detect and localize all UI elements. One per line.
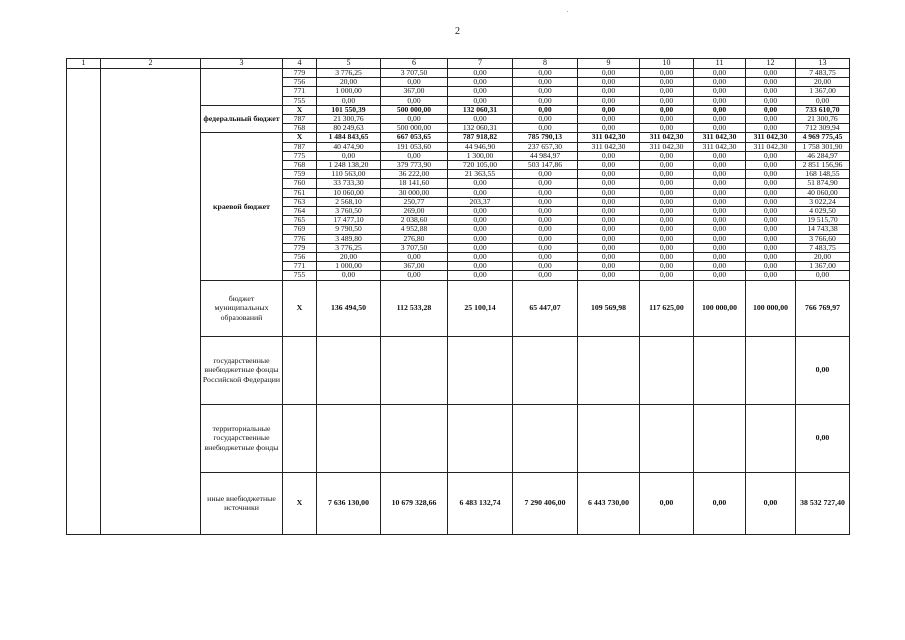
value-cell: 0,00	[694, 234, 746, 243]
value-cell: 0,00	[640, 151, 694, 160]
value-cell: 0,00	[796, 271, 850, 280]
value-cell: 0,00	[513, 234, 578, 243]
code-cell: 756	[283, 78, 317, 87]
header-cell: 8	[513, 59, 578, 69]
value-cell: 7 290 406,00	[513, 472, 578, 534]
value-cell: 787 918,82	[448, 133, 513, 142]
value-cell: 0,00	[513, 179, 578, 188]
value-cell: 0,00	[578, 271, 640, 280]
value-cell: 0,00	[448, 216, 513, 225]
value-cell: 0,00	[513, 78, 578, 87]
value-cell: 19 515,70	[796, 216, 850, 225]
value-cell: 10 679 328,66	[381, 472, 448, 534]
value-cell: 9 790,50	[317, 225, 381, 234]
header-cell: 6	[381, 59, 448, 69]
value-cell: 20,00	[317, 78, 381, 87]
value-cell: 0,00	[640, 161, 694, 170]
value-cell: 0,00	[448, 262, 513, 271]
value-cell: 0,00	[381, 78, 448, 87]
budget-source-label: территориальные государственные внебюджетные фонды	[201, 404, 283, 472]
value-cell	[381, 336, 448, 404]
code-cell: 763	[283, 197, 317, 206]
value-cell: 0,00	[640, 216, 694, 225]
value-cell: 0,00	[640, 253, 694, 262]
value-cell: 0,00	[448, 271, 513, 280]
value-cell: 0,00	[694, 179, 746, 188]
value-cell: 311 042,30	[640, 133, 694, 142]
value-cell: 0,00	[381, 253, 448, 262]
value-cell: 0,00	[513, 124, 578, 133]
value-cell: 0,00	[448, 253, 513, 262]
value-cell: 0,00	[746, 197, 796, 206]
value-cell: 3 776,25	[317, 243, 381, 252]
value-cell: 0,00	[317, 151, 381, 160]
value-cell: 0,00	[578, 151, 640, 160]
value-cell: 379 773,90	[381, 161, 448, 170]
value-cell	[513, 336, 578, 404]
value-cell: 0,00	[578, 207, 640, 216]
header-cell: 12	[746, 59, 796, 69]
value-cell: 3 766,60	[796, 234, 850, 243]
code-cell	[283, 336, 317, 404]
value-cell: 0,00	[640, 78, 694, 87]
value-cell: 132 060,31	[448, 124, 513, 133]
value-cell: 18 141,60	[381, 179, 448, 188]
header-cell: 7	[448, 59, 513, 69]
col1-cell	[67, 69, 101, 535]
value-cell: 667 053,65	[381, 133, 448, 142]
value-cell: 17 477,10	[317, 216, 381, 225]
code-cell: 755	[283, 271, 317, 280]
value-cell: 0,00	[694, 170, 746, 179]
value-cell: 0,00	[746, 69, 796, 78]
value-cell: 0,00	[640, 105, 694, 114]
value-cell: 1 300,00	[448, 151, 513, 160]
code-cell: 760	[283, 179, 317, 188]
value-cell	[381, 404, 448, 472]
value-cell: 33 733,30	[317, 179, 381, 188]
value-cell: 0,00	[448, 225, 513, 234]
value-cell: 0,00	[381, 271, 448, 280]
code-cell: 787	[283, 115, 317, 124]
value-cell: 4 969 775,45	[796, 133, 850, 142]
code-cell: 768	[283, 161, 317, 170]
value-cell: 0,00	[513, 253, 578, 262]
page-number: 2	[455, 26, 460, 37]
value-cell: 0,00	[796, 404, 850, 472]
value-cell: 44 946,90	[448, 142, 513, 151]
value-cell: 250,77	[381, 197, 448, 206]
value-cell: 20,00	[317, 253, 381, 262]
value-cell: 38 532 727,40	[796, 472, 850, 534]
value-cell: 6 483 132,74	[448, 472, 513, 534]
value-cell: 10 060,00	[317, 188, 381, 197]
value-cell: 0,00	[694, 188, 746, 197]
value-cell: 0,00	[694, 472, 746, 534]
value-cell: 0,00	[448, 87, 513, 96]
value-cell: 0,00	[640, 234, 694, 243]
value-cell: 367,00	[381, 262, 448, 271]
value-cell: 237 657,30	[513, 142, 578, 151]
value-cell: 0,00	[694, 78, 746, 87]
value-cell	[448, 336, 513, 404]
value-cell: 0,00	[578, 124, 640, 133]
value-cell: 0,00	[448, 179, 513, 188]
value-cell: 0,00	[448, 234, 513, 243]
value-cell: 0,00	[694, 115, 746, 124]
budget-source-label: федеральный бюджет	[201, 105, 283, 133]
value-cell: 3 760,50	[317, 207, 381, 216]
value-cell: 0,00	[513, 69, 578, 78]
header-cell: 10	[640, 59, 694, 69]
value-cell: 0,00	[796, 96, 850, 105]
value-cell: 0,00	[640, 96, 694, 105]
value-cell: 0,00	[640, 271, 694, 280]
value-cell: 276,80	[381, 234, 448, 243]
value-cell: 0,00	[694, 216, 746, 225]
value-cell: 0,00	[694, 87, 746, 96]
budget-source-label: государственные внебюджетные фонды Российской Федерации	[201, 336, 283, 404]
value-cell: 1 367,00	[796, 87, 850, 96]
value-cell: 269,00	[381, 207, 448, 216]
value-cell: 0,00	[746, 179, 796, 188]
code-cell: 787	[283, 142, 317, 151]
value-cell: 80 249,63	[317, 124, 381, 133]
value-cell: 1 000,00	[317, 87, 381, 96]
value-cell: 51 874,90	[796, 179, 850, 188]
value-cell	[694, 336, 746, 404]
header-cell: 4	[283, 59, 317, 69]
value-cell: 0,00	[746, 243, 796, 252]
value-cell: 0,00	[694, 197, 746, 206]
value-cell	[694, 404, 746, 472]
value-cell: 0,00	[640, 188, 694, 197]
value-cell: 0,00	[381, 151, 448, 160]
value-cell: 0,00	[578, 87, 640, 96]
budget-source-label: иные внебюджетные источники	[201, 472, 283, 534]
value-cell: 112 533,28	[381, 280, 448, 336]
header-cell: 5	[317, 59, 381, 69]
value-cell: 4 029,50	[796, 207, 850, 216]
value-cell: 100 000,00	[694, 280, 746, 336]
value-cell: 311 042,30	[578, 133, 640, 142]
dot-mark: .	[567, 8, 569, 14]
value-cell: 0,00	[578, 179, 640, 188]
value-cell: 733 610,70	[796, 105, 850, 114]
value-cell: 0,00	[578, 216, 640, 225]
value-cell: 0,00	[640, 115, 694, 124]
value-cell: 14 743,38	[796, 225, 850, 234]
value-cell: 0,00	[746, 234, 796, 243]
value-cell: 0,00	[746, 87, 796, 96]
value-cell: 311 042,30	[746, 142, 796, 151]
value-cell	[578, 404, 640, 472]
value-cell	[317, 404, 381, 472]
value-cell: 0,00	[694, 105, 746, 114]
value-cell: 0,00	[746, 124, 796, 133]
value-cell: 0,00	[578, 69, 640, 78]
value-cell: 0,00	[578, 161, 640, 170]
value-cell: 21 300,76	[317, 115, 381, 124]
value-cell: 0,00	[694, 207, 746, 216]
code-cell: 776	[283, 234, 317, 243]
value-cell: 0,00	[746, 188, 796, 197]
value-cell: 25 100,14	[448, 280, 513, 336]
value-cell: 168 148,55	[796, 170, 850, 179]
header-cell: 9	[578, 59, 640, 69]
header-cell: 1	[67, 59, 101, 69]
value-cell: 2 038,60	[381, 216, 448, 225]
value-cell	[640, 404, 694, 472]
code-cell: 755	[283, 96, 317, 105]
value-cell: 0,00	[694, 96, 746, 105]
value-cell: 0,00	[640, 69, 694, 78]
header-cell: 13	[796, 59, 850, 69]
value-cell: 0,00	[513, 115, 578, 124]
code-cell: 761	[283, 188, 317, 197]
value-cell	[578, 336, 640, 404]
value-cell: 0,00	[746, 170, 796, 179]
value-cell: 0,00	[746, 271, 796, 280]
value-cell: 0,00	[381, 96, 448, 105]
value-cell: 0,00	[746, 472, 796, 534]
value-cell: 0,00	[746, 105, 796, 114]
value-cell: 65 447,07	[513, 280, 578, 336]
value-cell: 0,00	[746, 115, 796, 124]
value-cell: 136 494,50	[317, 280, 381, 336]
value-cell: 311 042,30	[578, 142, 640, 151]
value-cell	[640, 336, 694, 404]
value-cell: 0,00	[746, 78, 796, 87]
value-cell: 0,00	[381, 115, 448, 124]
value-cell: 46 284,97	[796, 151, 850, 160]
value-cell: 0,00	[448, 207, 513, 216]
value-cell: 109 569,98	[578, 280, 640, 336]
value-cell: 3 707,50	[381, 243, 448, 252]
value-cell: 100 000,00	[746, 280, 796, 336]
value-cell: 0,00	[746, 253, 796, 262]
value-cell: 0,00	[578, 262, 640, 271]
value-cell: 0,00	[640, 225, 694, 234]
value-cell: 7 636 130,00	[317, 472, 381, 534]
value-cell: 766 769,97	[796, 280, 850, 336]
value-cell: 500 000,00	[381, 105, 448, 114]
value-cell: 1 367,00	[796, 262, 850, 271]
value-cell: 0,00	[513, 170, 578, 179]
value-cell: 0,00	[578, 253, 640, 262]
value-cell: 0,00	[796, 336, 850, 404]
value-cell: 6 443 730,00	[578, 472, 640, 534]
value-cell	[746, 336, 796, 404]
code-cell: X	[283, 133, 317, 142]
header-cell: 2	[101, 59, 201, 69]
value-cell: 0,00	[513, 225, 578, 234]
budget-source-label: бюджет муниципальных образований	[201, 280, 283, 336]
code-cell	[283, 404, 317, 472]
value-cell: 0,00	[694, 69, 746, 78]
value-cell	[448, 404, 513, 472]
value-cell: 1 758 301,90	[796, 142, 850, 151]
value-cell: 3 707,50	[381, 69, 448, 78]
code-cell: 769	[283, 225, 317, 234]
value-cell: 1 484 843,65	[317, 133, 381, 142]
value-cell: 3 022,24	[796, 197, 850, 206]
value-cell: 0,00	[513, 271, 578, 280]
value-cell	[746, 404, 796, 472]
value-cell: 2 568,10	[317, 197, 381, 206]
value-cell: 0,00	[448, 78, 513, 87]
value-cell: 0,00	[694, 151, 746, 160]
header-cell: 11	[694, 59, 746, 69]
value-cell: 367,00	[381, 87, 448, 96]
value-cell: 0,00	[513, 243, 578, 252]
value-cell: 0,00	[694, 271, 746, 280]
value-cell: 0,00	[694, 161, 746, 170]
value-cell: 0,00	[513, 96, 578, 105]
budget-source-label: краевой бюджет	[201, 133, 283, 280]
value-cell: 20,00	[796, 78, 850, 87]
code-cell: 779	[283, 69, 317, 78]
value-cell: 21 363,55	[448, 170, 513, 179]
value-cell: 2 851 156,96	[796, 161, 850, 170]
value-cell: 0,00	[694, 243, 746, 252]
value-cell: 0,00	[578, 170, 640, 179]
value-cell: 311 042,30	[694, 133, 746, 142]
value-cell: 0,00	[746, 161, 796, 170]
value-cell: 0,00	[317, 96, 381, 105]
code-cell: 771	[283, 262, 317, 271]
value-cell: 0,00	[640, 124, 694, 133]
value-cell: 0,00	[578, 197, 640, 206]
value-cell: 0,00	[746, 151, 796, 160]
code-cell: 775	[283, 151, 317, 160]
value-cell: 101 550,39	[317, 105, 381, 114]
value-cell: 0,00	[694, 124, 746, 133]
value-cell: 0,00	[448, 69, 513, 78]
budget-source-label	[201, 69, 283, 106]
value-cell: 712 309,94	[796, 124, 850, 133]
code-cell: X	[283, 472, 317, 534]
value-cell: 0,00	[746, 216, 796, 225]
value-cell: 0,00	[746, 207, 796, 216]
value-cell: 785 790,13	[513, 133, 578, 142]
value-cell: 117 625,00	[640, 280, 694, 336]
value-cell: 0,00	[694, 225, 746, 234]
value-cell: 311 042,30	[746, 133, 796, 142]
value-cell: 0,00	[640, 472, 694, 534]
value-cell: 3 776,25	[317, 69, 381, 78]
value-cell: 0,00	[513, 105, 578, 114]
value-cell: 0,00	[448, 188, 513, 197]
value-cell: 0,00	[513, 262, 578, 271]
value-cell: 191 053,60	[381, 142, 448, 151]
value-cell: 0,00	[694, 262, 746, 271]
value-cell: 0,00	[746, 96, 796, 105]
value-cell: 0,00	[694, 253, 746, 262]
code-cell: 756	[283, 253, 317, 262]
value-cell	[317, 336, 381, 404]
value-cell: 0,00	[640, 170, 694, 179]
value-cell: 0,00	[513, 207, 578, 216]
value-cell: 1 000,00	[317, 262, 381, 271]
header-row	[67, 59, 850, 69]
value-cell: 30 000,00	[381, 188, 448, 197]
code-cell: 779	[283, 243, 317, 252]
value-cell: 20,00	[796, 253, 850, 262]
value-cell: 0,00	[640, 262, 694, 271]
value-cell: 0,00	[578, 96, 640, 105]
value-cell: 0,00	[513, 216, 578, 225]
value-cell: 7 483,75	[796, 243, 850, 252]
value-cell: 0,00	[448, 243, 513, 252]
code-cell: X	[283, 280, 317, 336]
value-cell: 500 000,00	[381, 124, 448, 133]
value-cell: 0,00	[746, 225, 796, 234]
code-cell: 768	[283, 124, 317, 133]
value-cell: 0,00	[578, 225, 640, 234]
value-cell: 0,00	[640, 179, 694, 188]
value-cell: 0,00	[578, 243, 640, 252]
value-cell: 0,00	[578, 78, 640, 87]
value-cell: 36 222,00	[381, 170, 448, 179]
value-cell: 0,00	[578, 115, 640, 124]
value-cell: 7 483,75	[796, 69, 850, 78]
value-cell: 311 042,30	[694, 142, 746, 151]
code-cell: X	[283, 105, 317, 114]
header-cell: 3	[201, 59, 283, 69]
value-cell: 503 147,86	[513, 161, 578, 170]
col2-cell	[101, 69, 201, 535]
value-cell: 0,00	[448, 115, 513, 124]
value-cell: 0,00	[640, 243, 694, 252]
value-cell: 203,37	[448, 197, 513, 206]
code-cell: 764	[283, 207, 317, 216]
value-cell: 311 042,30	[640, 142, 694, 151]
value-cell: 1 248 138,20	[317, 161, 381, 170]
value-cell: 40 060,00	[796, 188, 850, 197]
value-cell: 0,00	[578, 234, 640, 243]
code-cell: 771	[283, 87, 317, 96]
value-cell: 0,00	[317, 271, 381, 280]
value-cell: 0,00	[640, 207, 694, 216]
value-cell: 0,00	[578, 105, 640, 114]
value-cell: 0,00	[640, 87, 694, 96]
code-cell: 765	[283, 216, 317, 225]
table-row	[67, 69, 850, 78]
value-cell: 4 952,88	[381, 225, 448, 234]
value-cell: 0,00	[513, 188, 578, 197]
value-cell	[513, 404, 578, 472]
value-cell: 0,00	[746, 262, 796, 271]
value-cell: 0,00	[513, 197, 578, 206]
budget-table	[66, 58, 850, 535]
value-cell: 0,00	[513, 87, 578, 96]
value-cell: 132 060,31	[448, 105, 513, 114]
value-cell: 0,00	[640, 197, 694, 206]
value-cell: 3 489,80	[317, 234, 381, 243]
value-cell: 720 105,00	[448, 161, 513, 170]
value-cell: 0,00	[448, 96, 513, 105]
value-cell: 0,00	[578, 188, 640, 197]
value-cell: 44 984,97	[513, 151, 578, 160]
code-cell: 759	[283, 170, 317, 179]
value-cell: 40 474,90	[317, 142, 381, 151]
value-cell: 21 300,76	[796, 115, 850, 124]
value-cell: 110 563,00	[317, 170, 381, 179]
